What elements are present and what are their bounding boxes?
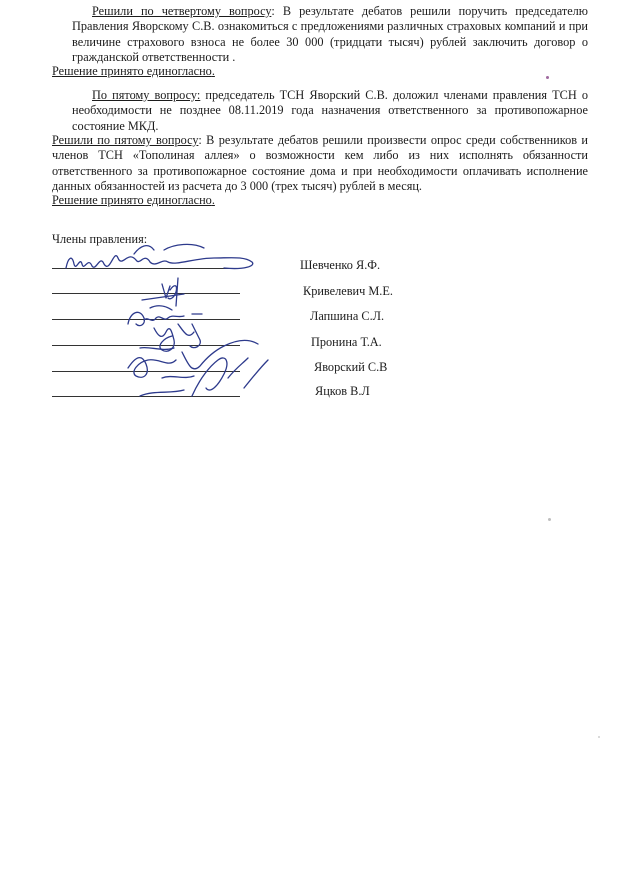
scan-speck: [546, 76, 549, 79]
paragraph-q4-decision: [72, 4, 588, 66]
q5-heading: По пятому вопросу:: [92, 88, 201, 102]
member-name: Шевченко Я.Ф.: [300, 258, 381, 272]
member-name: Яворский С.В: [314, 360, 388, 374]
member-name: Пронина Т.А.: [311, 335, 382, 349]
verdict-1: Решение принято единогласно.: [52, 64, 215, 78]
signature-lapshina: [128, 312, 202, 325]
verdict-1-text: Решение принято единогласно: [52, 64, 212, 78]
signature-shevchenko: [66, 256, 253, 269]
signature-pronina: [154, 324, 200, 351]
q5-decision-text: : В результате дебатов решили произвести опрос среди собственников и членов ТСН «Тополиная аллея» о возможности кем либо из них исполнять обязанности ответственного за противопожарное состояние дома и при необходимости оплачивать исполнение данных обязанностей из расчета до 3 000 (трех тысяч) рублей в месяц.: [52, 133, 588, 194]
signature-yatskov: [192, 358, 268, 396]
q4-text: : В результате дебатов решили поручить председателю Правления Яворскому С.В. ознакомиться с предложениями различных страховых компаний и при величине страхового взноса не более 30 000 (тридцати тысяч) рублей заключить договор о гражданской ответственности .: [72, 4, 588, 65]
verdict-2: Решение принято единогласно.: [52, 193, 215, 207]
verdict-2-text: Решение принято единогласно: [52, 193, 212, 207]
q5-decision-heading: Решили по пятому вопросу: [52, 133, 199, 147]
q4-heading: Решили по четвертому вопросу: [92, 4, 272, 18]
member-name: Лапшина С.Л.: [310, 309, 385, 323]
member-name: Кривелевич М.Е.: [303, 284, 393, 298]
paragraph-q5-decision: [52, 133, 588, 195]
signature-yavorsky: [128, 340, 258, 377]
paragraph-q5-report: [72, 88, 588, 134]
signatures-graphic: [44, 228, 294, 408]
scan-speck: [548, 518, 551, 521]
q5-text: председатель ТСН Яворский С.В. доложил членами правления ТСН о необходимости не позднее 08.11.2019 года назначения ответственного за противопожарное состояние МКД.: [72, 88, 588, 133]
member-name: Яцков В.Л: [315, 384, 370, 398]
board-members-label: Члены правления:: [52, 232, 148, 246]
signature-krivelevich: [162, 278, 178, 306]
scan-speck: [598, 736, 600, 738]
